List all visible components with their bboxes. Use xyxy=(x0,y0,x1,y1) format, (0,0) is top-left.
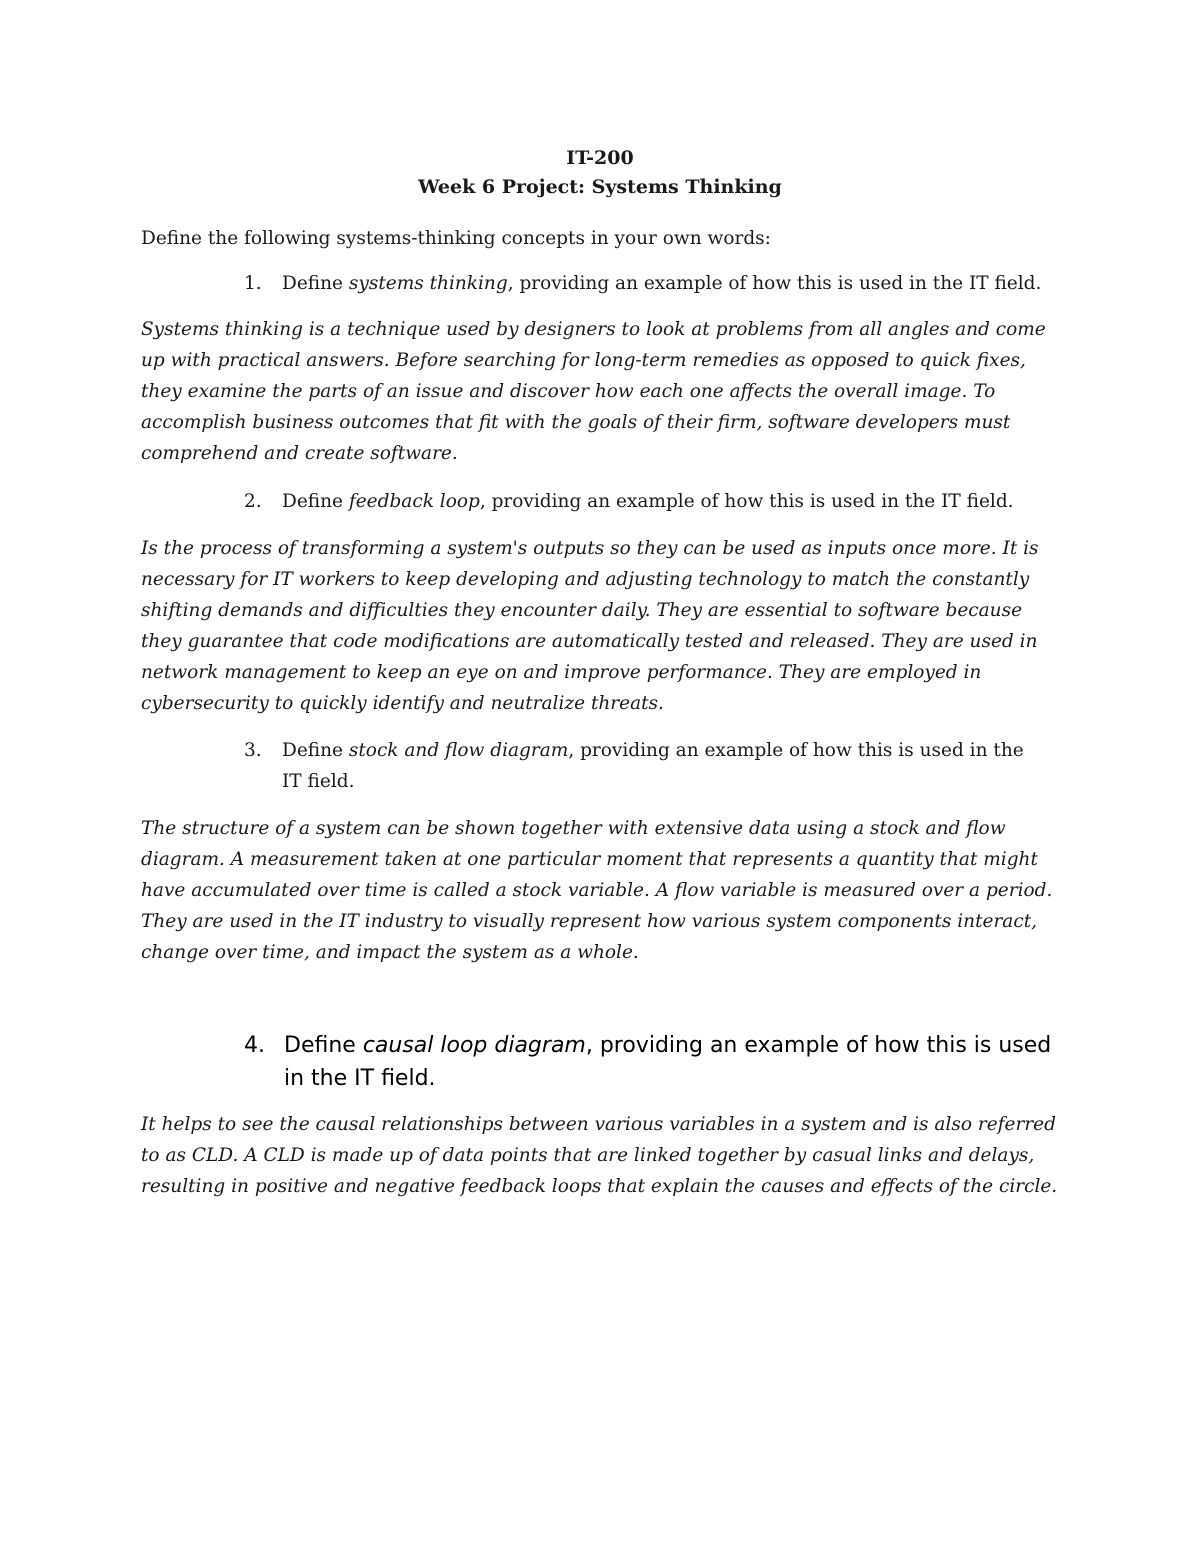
question-1 xyxy=(244,268,1044,299)
question-term: systems thinking xyxy=(348,273,508,294)
answer-text: Is the process of transforming a system's outputs so they can be used as inputs once more. It is necessary for IT workers to keep developing and adjusting technology to match the constantly shifting demands and difficulties they encounter daily. They are essential to software because they guarantee that code modifications are automatically tested and released. They are used in network management to keep an eye on and improve performance. They are employed in cybersecurity to quickly identify and neutralize threats. xyxy=(141,538,1039,714)
question-suffix: , providing an example of how this is used in the IT field. xyxy=(282,740,1024,792)
answer-3 xyxy=(141,813,1066,968)
question-term: stock and flow diagram xyxy=(348,740,569,761)
question-prefix: Define xyxy=(282,491,349,512)
question-2 xyxy=(244,486,1044,517)
question-term: causal loop diagram xyxy=(362,1033,586,1058)
question-prefix: Define xyxy=(282,740,349,761)
question-suffix: , providing an example of how this is used in the IT field. xyxy=(479,491,1014,512)
question-number: 4. xyxy=(244,1033,265,1058)
answer-1 xyxy=(141,314,1066,469)
question-term: feedback loop xyxy=(348,491,480,512)
question-text xyxy=(284,1029,1074,1095)
document-title: Week 6 Project: Systems Thinking xyxy=(418,176,782,198)
question-number: 3. xyxy=(244,740,262,761)
question-number: 2. xyxy=(244,491,262,512)
question-prefix: Define xyxy=(282,273,349,294)
document-header xyxy=(0,144,1200,202)
course-code: IT-200 xyxy=(566,147,634,169)
question-text xyxy=(282,268,1044,299)
answer-4 xyxy=(141,1109,1066,1202)
question-prefix: Define xyxy=(284,1033,363,1058)
question-4 xyxy=(244,1029,1074,1095)
answer-text: It helps to see the causal relationships between various variables in a system and is also referred to as CLD. A CLD is made up of data points that are linked together by casual links and delays, resulting in positive and negative feedback loops that explain the causes and effects of the circle. xyxy=(141,1114,1058,1197)
answer-text: The structure of a system can be shown together with extensive data using a stock and flow diagram. A measurement taken at one particular moment that represents a quantity that might have accumulated over time is called a stock variable. A flow variable is measured over a period. They are used in the IT industry to visually represent how various system components interact, change over time, and impact the system as a whole. xyxy=(141,818,1053,963)
question-text xyxy=(282,486,1044,517)
question-text xyxy=(282,735,1044,797)
question-number: 1. xyxy=(244,273,262,294)
question-suffix: , providing an example of how this is used in the IT field. xyxy=(284,1033,1052,1091)
question-3 xyxy=(244,735,1044,797)
question-suffix: , providing an example of how this is used in the IT field. xyxy=(507,273,1042,294)
intro-text: Define the following systems-thinking concepts in your own words: xyxy=(141,228,771,249)
answer-2 xyxy=(141,533,1066,719)
answer-text: Systems thinking is a technique used by designers to look at problems from all angles and come up with practical answers. Before searching for long-term remedies as opposed to quick fixes, they examine the parts of an issue and discover how each one affects the overall image. To accomplish business outcomes that fit with the goals of their firm, software developers must comprehend and create software. xyxy=(141,319,1046,464)
